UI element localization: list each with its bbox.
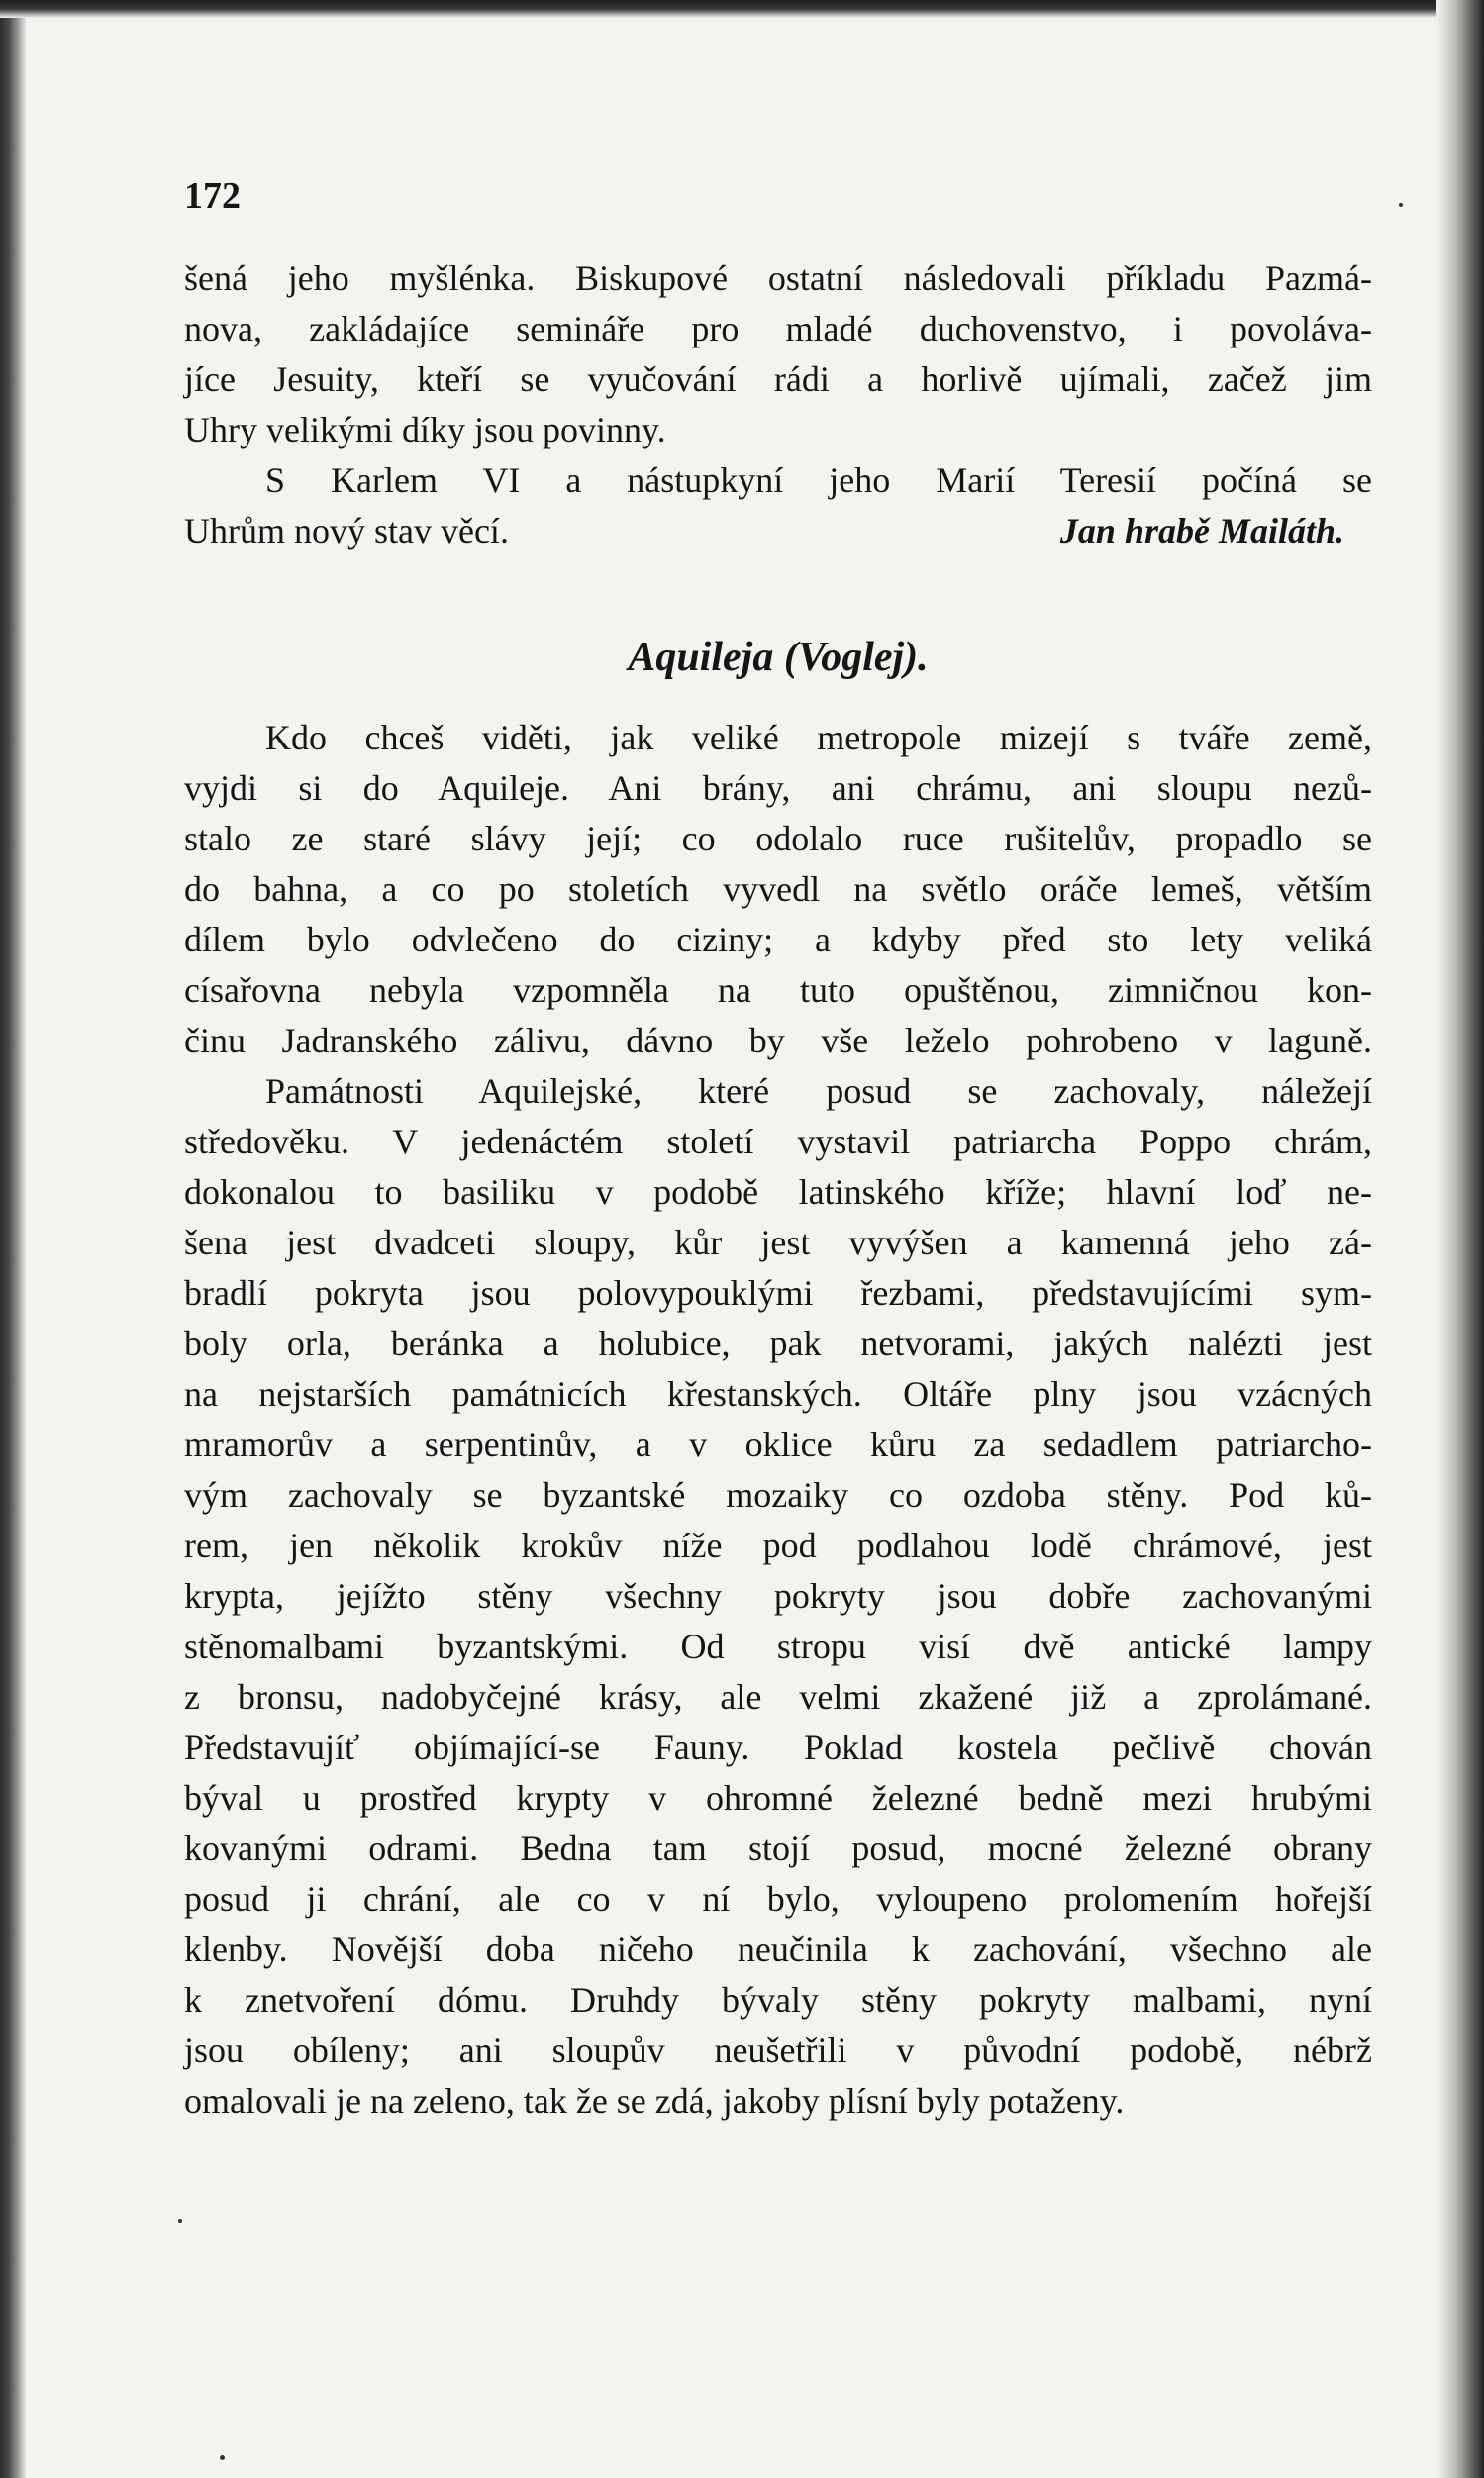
text-line: S Karlem VI a nástupkyní jeho Marií Teresií počíná se — [265, 460, 1372, 500]
text-line: činu Jadranského zálivu, dávno by vše leželo pohrobeno v laguně. — [184, 1021, 1372, 1060]
right-edge — [1436, 0, 1484, 2478]
text-line: Uhry velikými díky jsou povinny. — [184, 410, 666, 449]
text-line: bradlí pokryta jsou polovypouklými řezbami, představujícími sym- — [184, 1273, 1372, 1313]
text-line: vým zachovaly se byzantské mozaiky co ozdoba stěny. Pod ků- — [184, 1475, 1372, 1515]
text-line: do bahna, a co po stoletích vyvedl na světlo oráče lemeš, větším — [184, 869, 1372, 909]
text-line: Kdo chceš viděti, jak veliké metropole mizejí s tváře země, — [265, 718, 1372, 757]
text-line: vyjdi si do Aquileje. Ani brány, ani chrámu, ani sloupu nezů- — [184, 768, 1372, 808]
byline — [184, 506, 1372, 555]
text-line: klenby. Novější doba ničeho neučinila k zachování, všechno ale — [184, 1930, 1372, 1969]
text-line: šená jeho myšlénka. Biskupové ostatní následovali příkladu Pazmá- — [184, 258, 1372, 298]
scan-speck — [1399, 203, 1403, 207]
text-line: Představujíť objímající-se Fauny. Poklad kostela pečlivě chován — [184, 1728, 1372, 1767]
scan-speck — [178, 2219, 182, 2223]
text-line: nova, zakládajíce semináře pro mladé duchovenstvo, i povoláva- — [184, 309, 1372, 348]
text-line: šena jest dvadceti sloupy, kůr jest vyvýšen a kamenná jeho zá- — [184, 1223, 1372, 1262]
text-line: krypta, jejížto stěny všechny pokryty jsou dobře zachovanými — [184, 1576, 1372, 1616]
page-number: 172 — [184, 175, 241, 217]
text-line: dílem bylo odvlečeno do ciziny; a kdyby před sto lety veliká — [184, 920, 1372, 959]
text-line: stěnomalbami byzantskými. Od stropu visí dvě antické lampy — [184, 1627, 1372, 1666]
text-line: omalovali je na zeleno, tak že se zdá, jakoby plísní byly potaženy. — [184, 2081, 1125, 2121]
text-line: rem, jen několik krokův níže pod podlahou lodě chrámové, jest — [184, 1526, 1372, 1565]
text-line: Uhrům nový stav věcí. — [184, 511, 509, 550]
text-line: býval u prostřed krypty v ohromné železné bedně mezi hrubými — [184, 1778, 1372, 1818]
author-signature: Jan hrabě Mailáth. — [1059, 511, 1344, 550]
text-line: císařovna nebyla vzpomněla na tuto opuštěnou, zimničnou kon- — [184, 970, 1372, 1010]
text-line: k znetvoření dómu. Druhdy bývaly stěny pokryty malbami, nyní — [184, 1980, 1372, 2020]
text-line: středověku. V jedenáctém století vystavil patriarcha Poppo chrám, — [184, 1122, 1372, 1161]
article-title: Aquileja (Voglej). — [628, 635, 929, 680]
text-line: stalo ze staré slávy její; co odolalo ruce rušitelův, propadlo se — [184, 819, 1372, 858]
text-line: mramorův a serpentinův, a v oklice kůru za sedadlem patriarcho- — [184, 1425, 1372, 1464]
binding-edge — [0, 0, 26, 2478]
text-line: posud ji chrání, ale co v ní bylo, vyloupeno prolomením hořejší — [184, 1879, 1372, 1919]
text-line: jsou obíleny; ani sloupův neušetřili v původní podobě, nébrž — [184, 2031, 1372, 2070]
text-line: dokonalou to basiliku v podobě latinského kříže; hlavní loď ne- — [184, 1172, 1372, 1212]
scan-speck — [220, 2455, 225, 2460]
text-line: kovanými odrami. Bedna tam stojí posud, mocné železné obrany — [184, 1829, 1372, 1868]
text-line: z bronsu, nadobyčejné krásy, ale velmi zkažené již a zprolámané. — [184, 1677, 1372, 1717]
top-edge — [0, 0, 1484, 18]
text-line: na nejstarších památnicích křestanských. Oltáře plny jsou vzácných — [184, 1374, 1372, 1414]
text-line: boly orla, beránka a holubice, pak netvorami, jakých nalézti jest — [184, 1324, 1372, 1363]
text-line: Památnosti Aquilejské, které posud se zachovaly, náležejí — [265, 1071, 1372, 1111]
text-line: jíce Jesuity, kteří se vyučování rádi a horlivě ujímali, začež jim — [184, 359, 1372, 399]
